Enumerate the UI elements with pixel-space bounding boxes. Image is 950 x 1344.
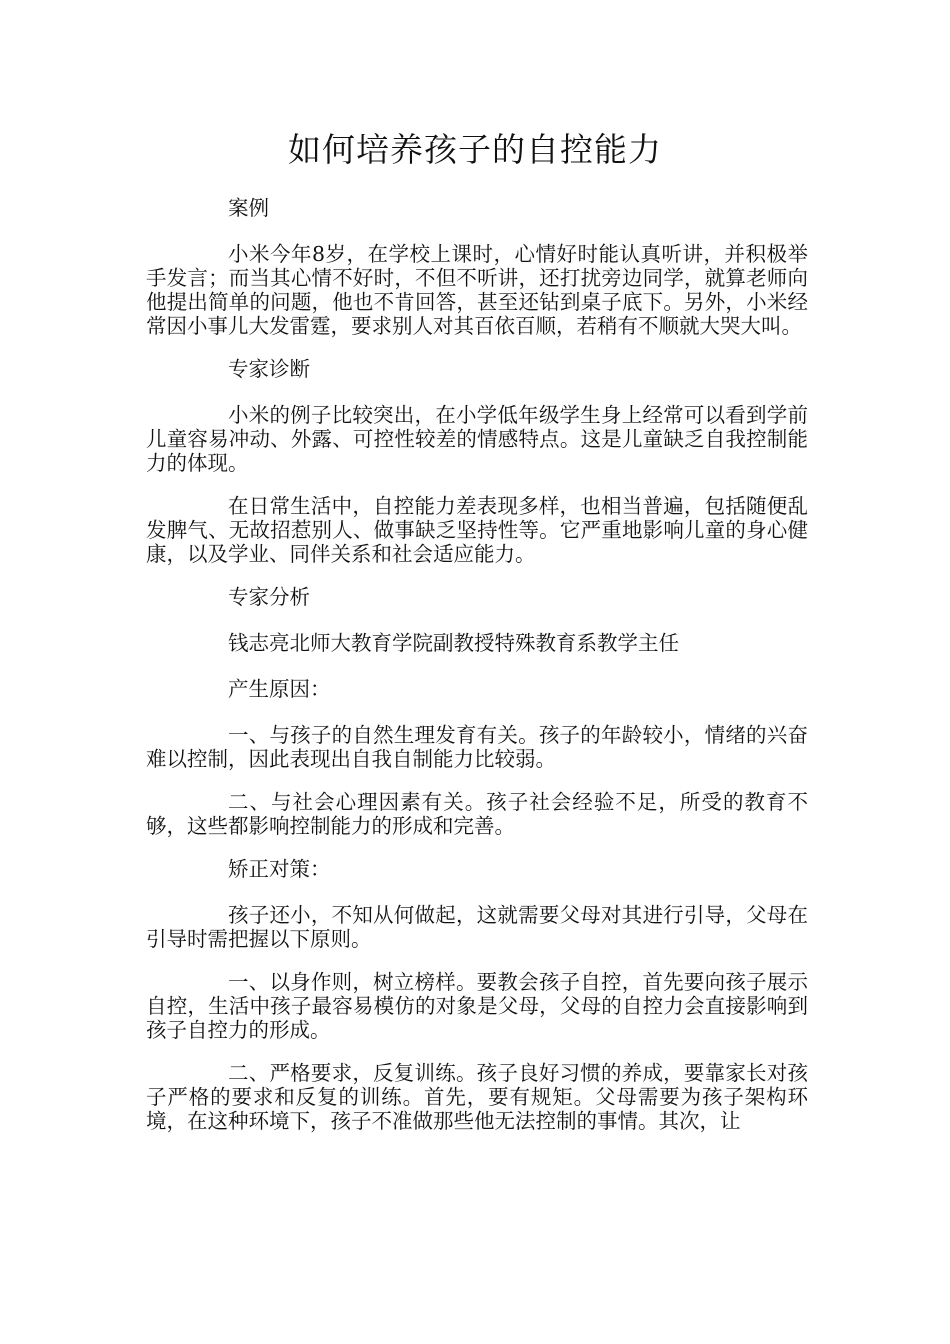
section-heading-case: 案例 xyxy=(228,196,269,220)
page-title: 如何培养孩子的自控能力 xyxy=(288,130,662,169)
paragraph-cause-2: 二、与社会心理因素有关。孩子社会经验不足，所受的教育不够，这些都影响控制能力的形成和完善。 xyxy=(146,790,808,838)
section-heading-analysis: 专家分析 xyxy=(228,585,310,609)
section-heading-countermeasures: 矫正对策： xyxy=(228,857,331,881)
paragraph-principle-2: 二、严格要求，反复训练。孩子良好习惯的养成，要靠家长对孩子严格的要求和反复的训练。首先，要有规矩。父母需要为孩子架构环境，在这种环境下，孩子不准做那些他无法控制的事情。其次，让 xyxy=(146,1061,808,1133)
document-body xyxy=(146,196,808,1152)
paragraph-diagnosis-1: 小米的例子比较突出，在小学低年级学生身上经常可以看到学前儿童容易冲动、外露、可控性较差的情感特点。这是儿童缺乏自我控制能力的体现。 xyxy=(146,403,808,475)
paragraph-cause-1: 一、与孩子的自然生理发育有关。孩子的年龄较小，情绪的兴奋难以控制，因此表现出自我自制能力比较弱。 xyxy=(146,723,808,771)
section-heading-causes: 产生原因： xyxy=(228,677,331,701)
section-heading-diagnosis: 专家诊断 xyxy=(228,357,310,381)
paragraph-case: 小米今年8岁，在学校上课时，心情好时能认真听讲，并积极举手发言；而当其心情不好时，不但不听讲，还打扰旁边同学，就算老师向他提出简单的问题，他也不肯回答，甚至还钻到桌子底下。另外，小米经常因小事儿大发雷霆，要求别人对其百依百顺，若稍有不顺就大哭大叫。 xyxy=(146,242,808,338)
expert-credit: 钱志亮北师大教育学院副教授特殊教育系教学主任 xyxy=(228,631,679,655)
paragraph-principle-1: 一、以身作则，树立榜样。要教会孩子自控，首先要向孩子展示自控，生活中孩子最容易模仿的对象是父母，父母的自控力会直接影响到孩子自控力的形成。 xyxy=(146,970,808,1042)
paragraph-diagnosis-2: 在日常生活中，自控能力差表现多样，也相当普遍，包括随便乱发脾气、无故招惹别人、做事缺乏坚持性等。它严重地影响儿童的身心健康，以及学业、同伴关系和社会适应能力。 xyxy=(146,494,808,566)
paragraph-countermeasures-intro: 孩子还小，不知从何做起，这就需要父母对其进行引导，父母在引导时需把握以下原则。 xyxy=(146,903,808,951)
